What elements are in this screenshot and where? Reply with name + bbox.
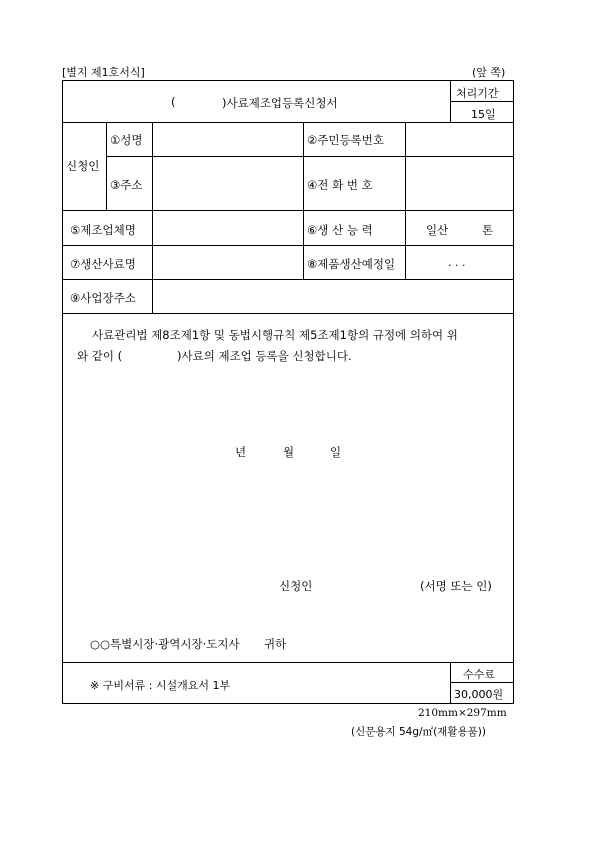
- site-address-field[interactable]: [156, 283, 509, 310]
- fee-label: 수수료: [463, 668, 495, 681]
- title-paren: (: [171, 95, 176, 109]
- capacity-day[interactable]: 일산: [426, 223, 449, 237]
- statement-line-2-prefix: 와 같이 (: [77, 349, 123, 363]
- name-field[interactable]: [156, 126, 300, 153]
- address-field[interactable]: [156, 160, 300, 206]
- planned-date-label: ⑧제품생산예정일: [307, 257, 396, 271]
- date-month: 월: [283, 445, 295, 459]
- paper-size: 210mm×297mm: [418, 707, 507, 719]
- feed-name-label: ⑦생산사료명: [70, 257, 136, 271]
- capacity-label: ⑥생 산 능 력: [307, 223, 373, 237]
- address-label: ③주소: [110, 178, 143, 192]
- form-title: )사료제조업등록신청서: [222, 96, 338, 110]
- company-field[interactable]: [156, 214, 300, 242]
- required-documents: ※ 구비서류 : 시설개요서 1부: [90, 679, 231, 692]
- capacity-unit: 톤: [482, 223, 494, 237]
- phone-field[interactable]: [409, 160, 509, 206]
- applicant-group-label: 신청인: [66, 159, 100, 173]
- processing-period-label: 처리기간: [456, 87, 499, 100]
- rrn-field[interactable]: [409, 126, 509, 153]
- feed-name-field[interactable]: [156, 249, 300, 276]
- page-side: (앞 쪽): [472, 66, 506, 79]
- date-day: 일: [330, 445, 342, 459]
- statement-line-2-suffix: )사료의 제조업 등록을 신청합니다.: [177, 349, 352, 363]
- signature-label: (서명 또는 인): [420, 579, 492, 593]
- processing-period-value: 15일: [471, 108, 496, 121]
- phone-label: ④전 화 번 호: [307, 178, 373, 192]
- applicant-sign-label: 신청인: [279, 579, 313, 593]
- statement-line-1: 사료관리법 제8조제1항 및 동법시행규칙 제5조제1항의 규정에 의하여 위: [92, 328, 458, 342]
- planned-date-field[interactable]: . . .: [448, 256, 466, 269]
- form-number: [별지 제1호서식]: [62, 66, 145, 79]
- rrn-label: ②주민등록번호: [307, 133, 384, 147]
- site-address-label: ⑨사업장주소: [70, 291, 136, 305]
- paper-type: (신문용지 54g/㎡(재활용품)): [351, 726, 486, 738]
- date-year: 년: [235, 445, 247, 459]
- company-label: ⑤제조업체명: [70, 223, 136, 237]
- recipient-suffix: 귀하: [264, 637, 287, 651]
- recipient: ○○특별시장·광역시장·도지사: [90, 637, 240, 651]
- name-label: ①성명: [110, 133, 143, 147]
- fee-value: 30,000원: [454, 688, 504, 701]
